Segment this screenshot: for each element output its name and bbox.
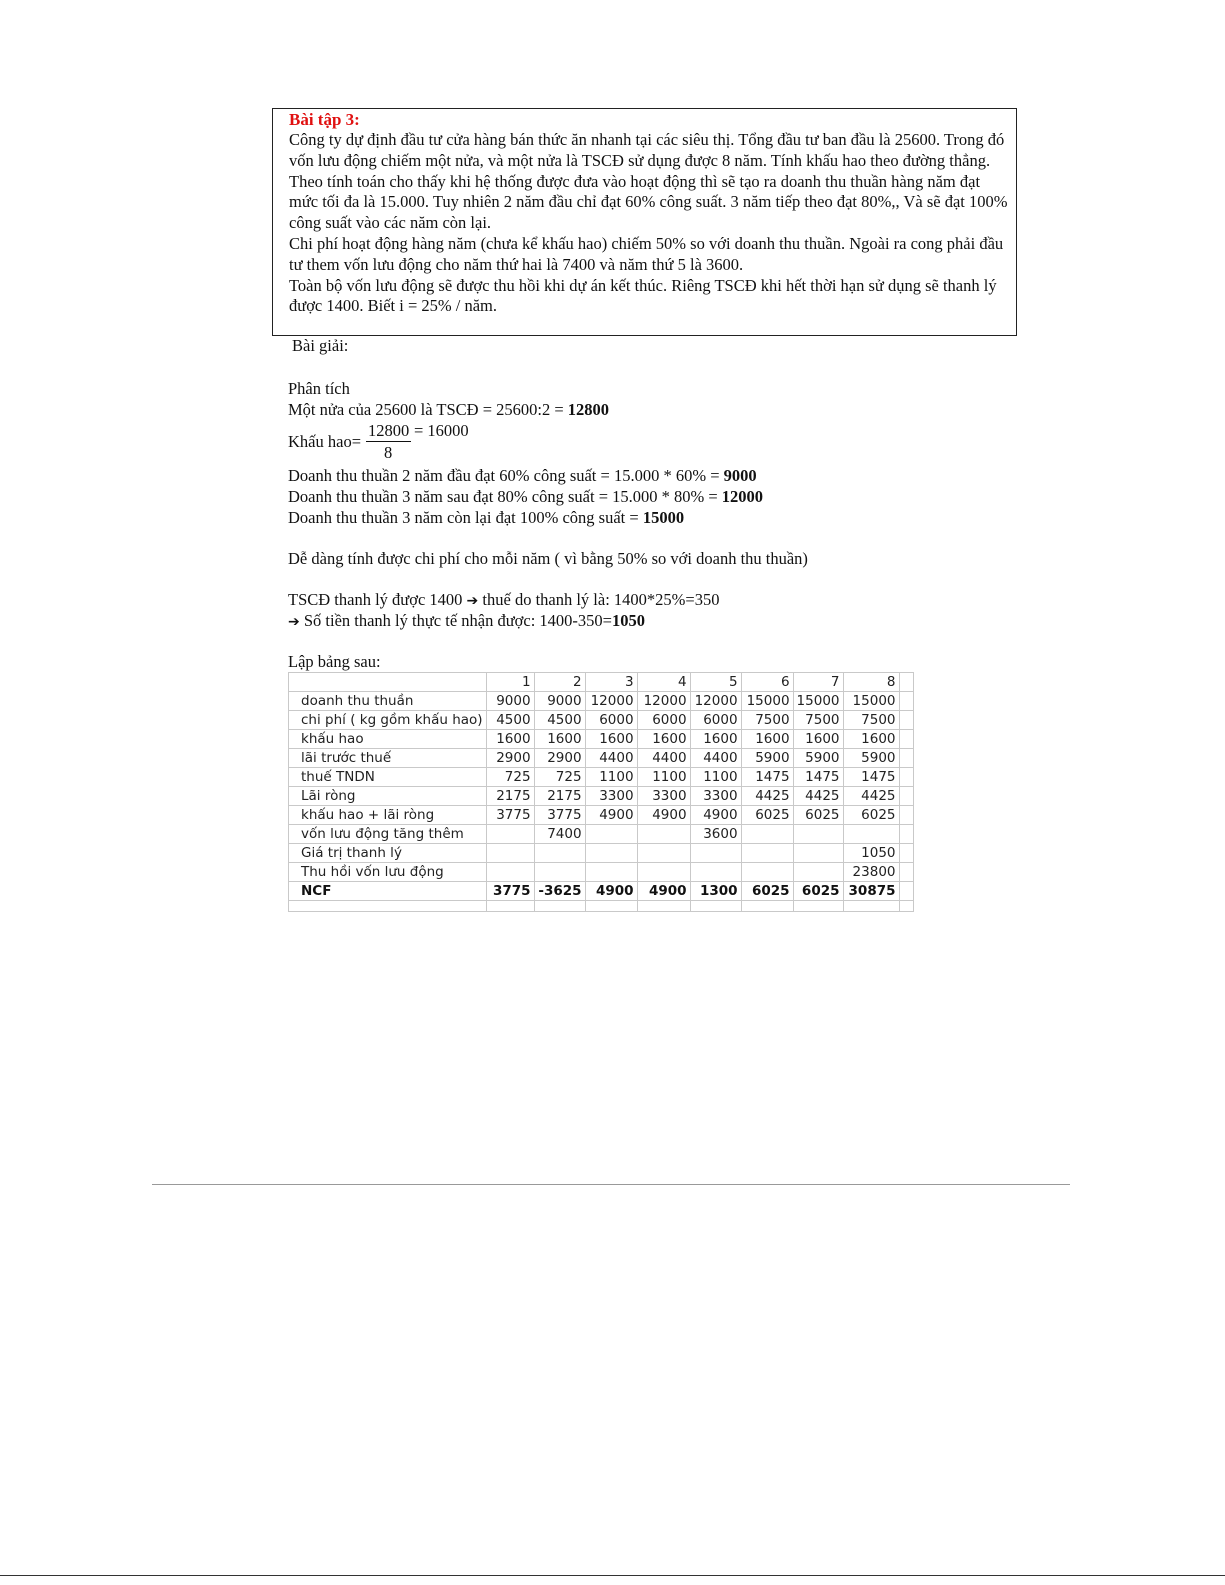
table-cell: 4900: [690, 806, 741, 825]
page-divider: [152, 1184, 1070, 1185]
table-row: [289, 692, 914, 711]
table-cell: 4900: [637, 882, 690, 901]
revenue-text: Doanh thu thuần 3 năm sau đạt 80% công suất = 15.000 * 80% =: [288, 487, 722, 506]
table-cell: 1600: [534, 730, 585, 749]
row-label: Lãi ròng: [289, 787, 487, 806]
table-row-ncf: [289, 882, 914, 901]
table-cell: 2900: [486, 749, 534, 768]
problem-paragraph: Toàn bộ vốn lưu động sẽ được thu hồi khi dự án kết thúc. Riêng TSCĐ khi hết thời hạn sử dụng sẽ thanh lý được 1400. Biết i = 25% / năm.: [289, 275, 997, 316]
table-cell: [793, 825, 843, 844]
khau-hao-result: = 16000: [414, 421, 469, 440]
arrow-right-icon: ➔: [288, 614, 300, 630]
table-cell-empty: [899, 901, 913, 912]
table-cell: 6025: [741, 806, 793, 825]
table-cell: 7: [793, 673, 843, 692]
revenue-line-1: [288, 465, 757, 486]
table-cell: 3775: [534, 806, 585, 825]
solution-heading: Bài giải:: [292, 336, 349, 355]
table-row: [289, 768, 914, 787]
table-row: [289, 844, 914, 863]
liquidation-text: TSCĐ thanh lý được 1400: [288, 590, 467, 609]
liquidation-tax-text: thuế do thanh lý là: 1400*25%=350: [478, 590, 720, 609]
row-label: vốn lưu động tăng thêm: [289, 825, 487, 844]
table-cell: 1100: [690, 768, 741, 787]
table-cell: 6025: [793, 882, 843, 901]
table-cell: [637, 844, 690, 863]
tscd-value: 12800: [567, 400, 610, 419]
table-cell: 1: [486, 673, 534, 692]
table-cell: 6025: [741, 882, 793, 901]
table-cell: 1475: [843, 768, 899, 787]
table-cell: 5900: [741, 749, 793, 768]
row-label: thuế TNDN: [289, 768, 487, 787]
revenue-text: Doanh thu thuần 3 năm còn lại đạt 100% công suất =: [288, 508, 643, 527]
khau-hao-label: Khấu hao=: [288, 432, 361, 451]
revenue-line-2: [288, 486, 763, 507]
table-cell: 12000: [637, 692, 690, 711]
table-row: [289, 711, 914, 730]
row-label: Thu hồi vốn lưu động: [289, 863, 487, 882]
table-cell: [486, 901, 534, 912]
table-cell: [843, 901, 899, 912]
table-cell: 1600: [690, 730, 741, 749]
table-cell: 3600: [690, 825, 741, 844]
problem-paragraph: Theo tính toán cho thấy khi hệ thống được đưa vào hoạt động thì sẽ tạo ra doanh thu thuần hàng năm đạt mức tối đa là 15.000. Tuy nhiên 2 năm đầu chỉ đạt 60% công suất. 3 năm tiếp theo đạt 80%,, Và sẽ đạt 100% công suất vào các năm còn lại.: [289, 171, 1008, 233]
cost-note: Dễ dàng tính được chi phí cho mỗi năm ( vì bằng 50% so với doanh thu thuần): [288, 549, 808, 568]
row-label: khấu hao: [289, 730, 487, 749]
table-cell: [486, 863, 534, 882]
table-row-empty: [289, 901, 914, 912]
table-cell: 4425: [741, 787, 793, 806]
table-cell: 6: [741, 673, 793, 692]
table-cell: 6000: [637, 711, 690, 730]
table-cell: 9000: [534, 692, 585, 711]
revenue-value: 15000: [642, 508, 685, 527]
row-label: [289, 901, 487, 912]
table-cell: 1475: [741, 768, 793, 787]
table-cell: [534, 844, 585, 863]
table-cell: 1100: [637, 768, 690, 787]
table-row: [289, 787, 914, 806]
table-cell: [637, 825, 690, 844]
table-cell: 9000: [486, 692, 534, 711]
table-cell: 1600: [585, 730, 637, 749]
revenue-line-3: [288, 507, 684, 528]
table-cell: 7400: [534, 825, 585, 844]
table-cell: 1300: [690, 882, 741, 901]
table-cell: [843, 825, 899, 844]
fraction-denominator: 8: [384, 443, 393, 462]
table-cell: [534, 901, 585, 912]
page-bottom-edge: [0, 1575, 1225, 1576]
table-cell: 3: [585, 673, 637, 692]
fraction-numerator: 12800: [368, 421, 410, 440]
table-cell: [534, 863, 585, 882]
table-cell: [585, 901, 637, 912]
table-cell: 1600: [637, 730, 690, 749]
table-cell: 4425: [843, 787, 899, 806]
table-cell: 5: [690, 673, 741, 692]
tscd-text: Một nửa của 25600 là TSCĐ = 25600:2 =: [288, 400, 568, 419]
revenue-text: Doanh thu thuần 2 năm đầu đạt 60% công suất = 15.000 * 60% =: [288, 466, 724, 485]
table-cell: 4400: [585, 749, 637, 768]
table-cell-empty: [899, 692, 913, 711]
liquidation-line-1: [288, 589, 719, 612]
table-row: [289, 825, 914, 844]
table-cell: [486, 844, 534, 863]
table-cell-empty: [899, 787, 913, 806]
table-cell: 1475: [793, 768, 843, 787]
table-cell: 1600: [843, 730, 899, 749]
tscd-line: [288, 399, 609, 420]
row-label: lãi trước thuế: [289, 749, 487, 768]
problem-paragraph: Công ty dự định đầu tư cửa hàng bán thức ăn nhanh tại các siêu thị. Tổng đầu tư ban đầu là 25600. Trong đó vốn lưu động chiếm một nửa, và một nửa là TSCĐ sử dụng được 8 năm. Tính khấu hao theo đường thẳng.: [289, 130, 1005, 170]
liquidation-net-text: Số tiền thanh lý thực tế nhận được: 1400-350=: [299, 611, 612, 630]
table-cell-empty: [899, 768, 913, 787]
table-cell: [585, 863, 637, 882]
table-cell: 6000: [585, 711, 637, 730]
table-cell: 7500: [843, 711, 899, 730]
table-intro: Lập bảng sau:: [288, 652, 381, 671]
table-row: [289, 806, 914, 825]
table-cell: 1600: [793, 730, 843, 749]
table-cell: 3775: [486, 882, 534, 901]
table-cell: 8: [843, 673, 899, 692]
table-cell: 3300: [585, 787, 637, 806]
row-label: doanh thu thuần: [289, 692, 487, 711]
table-cell: 2175: [486, 787, 534, 806]
table-cell: 12000: [690, 692, 741, 711]
analysis-heading: Phân tích: [288, 379, 350, 398]
table-cell: 6025: [793, 806, 843, 825]
liquidation-line-2: [288, 610, 645, 633]
table-cell-empty: [899, 749, 913, 768]
table-cell: 5900: [843, 749, 899, 768]
table-cell: [793, 901, 843, 912]
table-cell: [690, 901, 741, 912]
table-cell: [793, 844, 843, 863]
table-cell: 30875: [843, 882, 899, 901]
table-cell: [637, 863, 690, 882]
table-cell: 15000: [843, 692, 899, 711]
table-cell: [637, 901, 690, 912]
table-cell: 725: [486, 768, 534, 787]
problem-paragraph: Chi phí hoạt động hàng năm (chưa kể khấu hao) chiếm 50% so với doanh thu thuần. Ngoài ra cong phải đầu tư them vốn lưu động cho năm thứ hai là 7400 và năm thứ 5 là 3600.: [289, 233, 1004, 274]
row-label: khấu hao + lãi ròng: [289, 806, 487, 825]
table-cell: [741, 901, 793, 912]
table-cell: [741, 825, 793, 844]
table-cell: 4400: [637, 749, 690, 768]
problem-title: Bài tập 3:: [289, 110, 360, 129]
arrow-right-icon: ➔: [466, 593, 479, 609]
table-cell: 2900: [534, 749, 585, 768]
table-cell: 2: [534, 673, 585, 692]
revenue-value: 12000: [721, 487, 764, 506]
table-cell-empty: [899, 806, 913, 825]
table-cell: 7500: [793, 711, 843, 730]
table-cell: -3625: [534, 882, 585, 901]
table-cell: [690, 844, 741, 863]
table-cell-empty: [899, 882, 913, 901]
table-cell: 1100: [585, 768, 637, 787]
problem-box: [272, 108, 1017, 336]
table-cell: 12000: [585, 692, 637, 711]
table-cell: 725: [534, 768, 585, 787]
row-label: chi phí ( kg gồm khấu hao): [289, 711, 487, 730]
table-cell: [690, 863, 741, 882]
liquidation-net-value: 1050: [611, 611, 645, 630]
table-cell: [741, 863, 793, 882]
table-row: [289, 863, 914, 882]
table-cell: [741, 844, 793, 863]
table-cell-empty: [899, 825, 913, 844]
table-cell: 4900: [585, 882, 637, 901]
row-label: Giá trị thanh lý: [289, 844, 487, 863]
table-cell: 15000: [793, 692, 843, 711]
table-cell: 5900: [793, 749, 843, 768]
table-cell: 4900: [585, 806, 637, 825]
table-cell: 15000: [741, 692, 793, 711]
row-label: [289, 673, 487, 692]
table-cell: [793, 863, 843, 882]
table-cell: 4500: [534, 711, 585, 730]
row-label: NCF: [289, 882, 487, 901]
table-cell: [486, 825, 534, 844]
table-cell: 4500: [486, 711, 534, 730]
table-cell-empty: [899, 863, 913, 882]
table-header-row: [289, 673, 914, 692]
table-cell: 3300: [637, 787, 690, 806]
table-cell: 2175: [534, 787, 585, 806]
table-cell: 1600: [486, 730, 534, 749]
table-cell-empty: [899, 844, 913, 863]
table-cell: 7500: [741, 711, 793, 730]
table-cell: 4425: [793, 787, 843, 806]
table-cell: 3775: [486, 806, 534, 825]
table-cell-empty: [899, 711, 913, 730]
table-cell-empty: [899, 730, 913, 749]
table-cell: 6000: [690, 711, 741, 730]
table-cell: 4400: [690, 749, 741, 768]
table-cell: 3300: [690, 787, 741, 806]
table-row: [289, 730, 914, 749]
table-cell: [585, 825, 637, 844]
table-cell-empty: [899, 673, 913, 692]
table-cell: 23800: [843, 863, 899, 882]
table-cell: [585, 844, 637, 863]
table-cell: 4900: [637, 806, 690, 825]
table-row: [289, 749, 914, 768]
table-cell: 4: [637, 673, 690, 692]
revenue-value: 9000: [723, 466, 757, 485]
table-cell: 6025: [843, 806, 899, 825]
cashflow-table: [288, 672, 914, 912]
table-cell: 1050: [843, 844, 899, 863]
table-cell: 1600: [741, 730, 793, 749]
